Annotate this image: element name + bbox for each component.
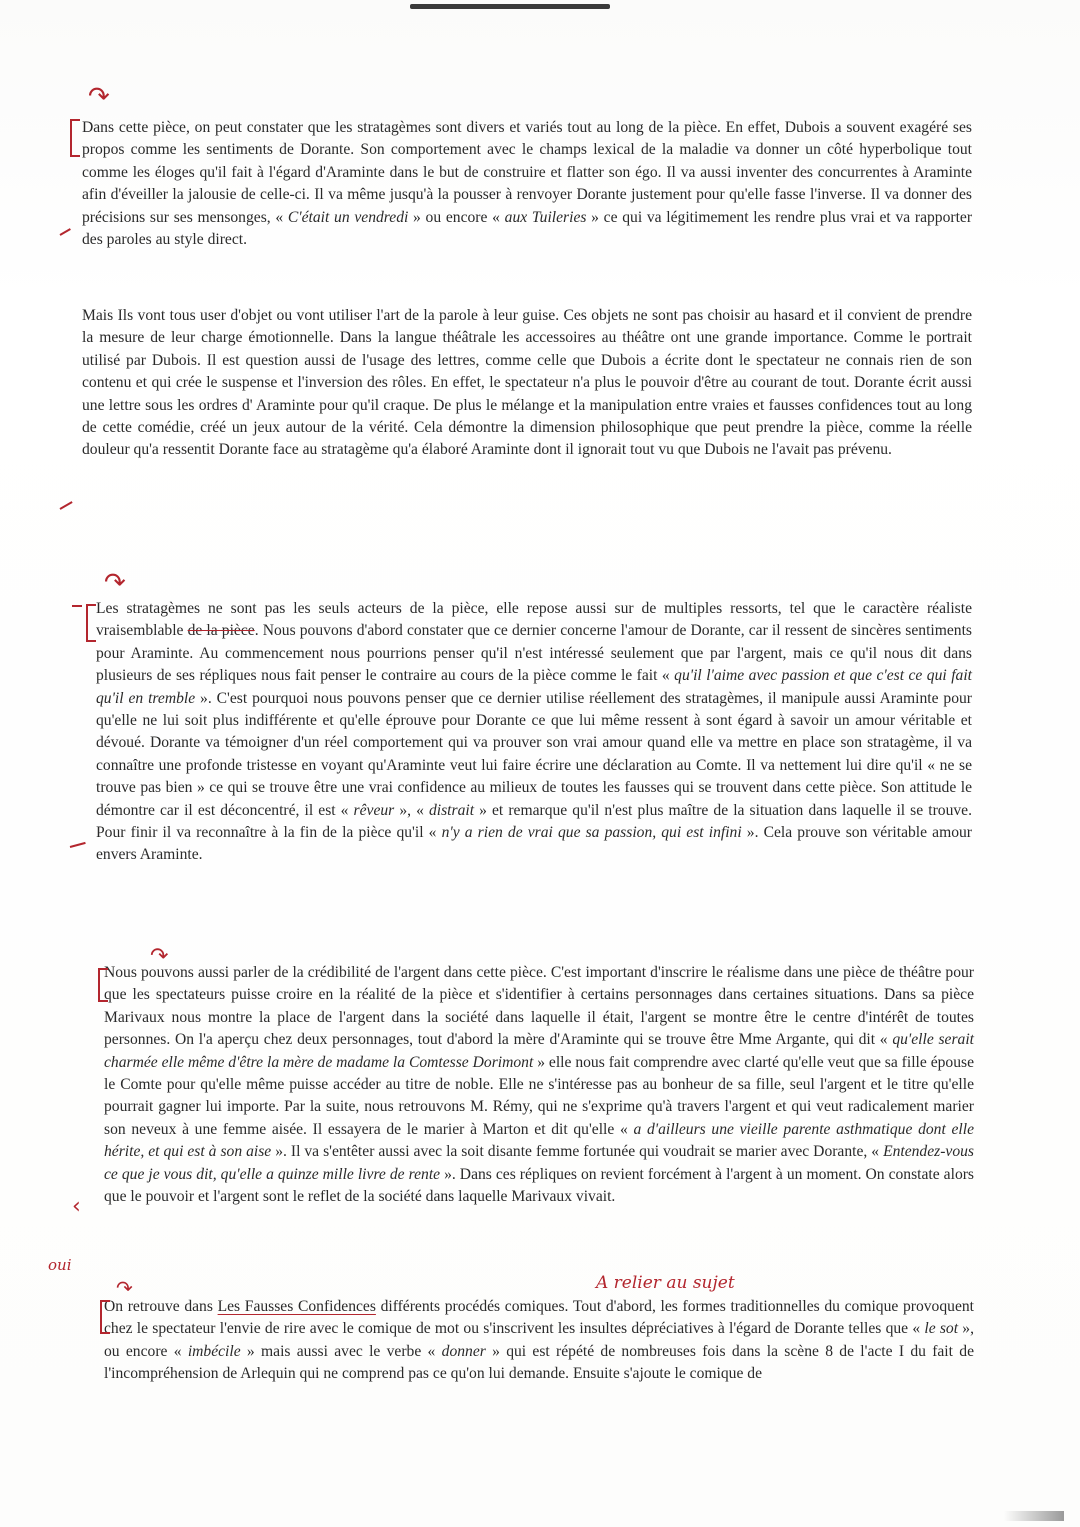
text-segment: Dans cette pièce, on peut constater que les stratagèmes sont divers et variés tout au long de la pièce. En effet, Dubois a souvent exagéré ses propos comme les sentiments de Dorante. Son comportement avec le champs lexical de la maladie va donner un côté hyperbolique tout comme les éloges qu'il fait à l'égard d'Araminte dans le but de construire et flatter son égo. Il va aussi inventer des concurrentes à Araminte afin d'éveiller la jalousie de celle-ci. Il va même jusqu'à la pousser à renvoyer Dorante justement pour qu'elle fasse l'inverse. Il va donner des précisions sur ses mensonges, « <box>82 119 972 226</box>
text-segment: aux Tuileries <box>504 208 587 226</box>
text-segment: » ou encore « <box>408 208 505 226</box>
text-segment: le sot <box>924 1320 959 1338</box>
margin-dash-icon <box>72 605 82 607</box>
text-segment: de la pièce <box>187 622 255 640</box>
curl-arrow-icon: ↷ <box>150 944 169 969</box>
text-segment: distrait <box>428 801 475 819</box>
text-segment: a d'ailleurs une vieille parente asthmatique dont elle hérite, et qui est à son aise <box>104 1120 974 1161</box>
paragraph-bracket-icon <box>70 119 80 157</box>
text-segment: n'y a rien de vrai que sa passion, qui est infini <box>441 824 742 842</box>
margin-tick-icon <box>60 228 71 236</box>
paragraph-5 <box>104 1296 974 1386</box>
text-segment: qu'elle serait charmée elle même d'être la mère de madame la Comtesse Dorimont <box>104 1031 974 1071</box>
curl-arrow-icon: ↷ <box>116 1276 133 1300</box>
text-segment: Les Fausses Confidences <box>217 1298 376 1315</box>
text-segment: rêveur <box>353 801 395 819</box>
text-segment: ». Dans ces répliques on revient forcément à l'argent à un moment. On constate alors que le pouvoir et l'argent sont le reflet de la société dans laquelle Marivaux vivait. <box>104 1165 974 1206</box>
paragraph-4 <box>104 962 974 1208</box>
text-segment: », « <box>394 801 429 819</box>
curl-arrow-icon: ↷ <box>104 568 126 598</box>
chevron-left-icon: ‹ <box>72 1194 81 1219</box>
text-segment: . Nous pouvons d'abord constater que ce dernier concerne l'amour de Dorante, car il ressent de sincères sentiments pour Araminte. Au commencement nous pourrions penser qu'il n'est intéressé seulement que par l'argent, mais ce qu'il nous dit dans plusieurs de ses répliques nous fait penser le contraire au cours de la pièce comme le fait « <box>96 622 972 685</box>
text-segment: qu'il l'aime avec passion et que c'est ce qui fait qu'il en tremble <box>96 667 972 707</box>
text-segment: » elle nous fait comprendre avec clarté qu'elle veut que sa fille épouse le Comte pour qu'elle même puisse accéder au titre de noble. Elle ne s'intéresse pas au bonheur de sa fille, seul l'argent et le titre qu'elle pourrait gagner lui importe. Par la suite, nous retrouvons M. Rémy, qui ne s'exprime qu'à travers l'argent et qui veut radicalement marier son neveux à une femme aisée. Il essayera de le marier à Marton et dit qu'elle « <box>104 1053 975 1138</box>
paragraph-bracket-icon <box>86 604 96 642</box>
paragraph-3 <box>96 598 972 867</box>
text-segment: Nous pouvons aussi parler de la crédibilité de l'argent dans cette pièce. C'est important d'inscrire le réalisme dans une pièce de théâtre pour que les spectateurs puisse croire en la réalité de la pièce et s'identifier à certains personnages dans certaines situations. Dans sa pièce Marivaux nous montre la place de l'argent dans la société dans laquelle il était, l'argent se montre être le centre d'intérêt de toutes personnes. On l'a aperçu chez deux personnages, tout d'abord la mère d'Araminte qui se trouve être Mme Argante, qui dit « <box>104 964 974 1049</box>
paragraph-bracket-icon <box>98 968 108 1002</box>
text-segment: imbécile <box>187 1342 241 1360</box>
text-segment: ». Il va s'entêter aussi avec la soit disante femme fortunée qui voudrait se marier avec Dorante, « <box>271 1143 884 1161</box>
text-segment: ». Cela prouve son véritable amour envers Araminte. <box>96 824 972 864</box>
text-segment: », ou encore « <box>104 1320 974 1360</box>
scan-corner-shadow <box>1004 1511 1064 1521</box>
text-segment: donner <box>441 1342 486 1360</box>
text-segment: » mais aussi avec le verbe « <box>240 1342 442 1360</box>
paragraph-1 <box>82 117 972 251</box>
text-segment: » et remarque qu'il n'est plus maître de la situation dans laquelle il se trouve. Pour finir il va reconnaître à la fin de la pièce qu'il « <box>96 801 972 842</box>
margin-tick-icon <box>70 842 86 848</box>
curl-arrow-icon: ↷ <box>88 82 110 112</box>
paragraph-bracket-icon <box>100 1300 110 1334</box>
margin-note-oui: oui <box>48 1256 72 1274</box>
scan-edge-mark <box>410 4 610 9</box>
margin-tick-icon <box>60 501 73 510</box>
text-segment: Les stratagèmes ne sont pas les seuls acteurs de la pièce, elle repose aussi sur de multiples ressorts, tel que le caractère réaliste vraisemblable <box>96 600 972 640</box>
text-segment: Mais Ils vont tous user d'objet ou vont utiliser l'art de la parole à leur guise. Ces objets ne sont pas choisir au hasard et il convient de prendre la mesure de leur charge émotionnelle. Dans la langue théâtrale les accessoires au théâtre ont une grande importance. Comme le portrait utilisé par Dubois. Il est question aussi de l'usage des lettres, comme celle que Dubois a écrite dont le spectateur ne connais rien de son contenu et qui crée le suspense et l'inversion des rôles. En effet, le spectateur n'a plus le pouvoir d'être au courant de tout. Dorante écrit aussi une lettre sous les ordres d' Araminte pour qu'il craque. De plus le mélange et la manipulation entre vraies et fausses confidences tout au long de cette comédie, créé un jeux autour de la vérité. Cela démontre la dimension philosophique que peut prendre la pièce, comme la réelle douleur qu'a ressentit Dorante face au stratagème qu'a élaboré Araminte dont il ignorait tout vu que Dubois ne l'avait pas prévenu. <box>82 307 972 459</box>
paragraph-2 <box>82 305 972 462</box>
text-segment: On retrouve dans <box>104 1298 218 1315</box>
text-segment: » qui est répété de nombreuses fois dans la scène 8 de l'acte I du fait de l'incompréhension de Arlequin qui ne comprend pas ce qu'on lui demande. Ensuite s'ajoute le comique de <box>104 1342 974 1383</box>
text-segment: C'était un vendredi <box>287 208 409 226</box>
text-segment: ». C'est pourquoi nous pouvons penser que ce dernier utilise réellement des stratagèmes, il manipule aussi Araminte pour qu'elle ne lui soit plus indifférente et qu'elle éprouve pour Dorante ce que lui même ressent à sont égard à savoir un amour véritable et dévoué. Dorante va témoigner d'un réel comportement qui va prouver son vrai amour quand elle va mettre en place son stratagème, il va connaître une profonde tristesse en voyant qu'Araminte veut lui faire écrire une déclaration au Comte. Il va nettement lui dire qu'il « ne se trouve pas bien » ce qui se trouve être une vrai confidence au milieux de toutes les fausses qui se trouvent dans cette pièce. Son attitude le démontre car il est déconcentré, il est « <box>96 689 972 819</box>
text-segment: » ce qui va légitimement les rendre plus vrai et va rapporter des paroles au style direct. <box>82 208 973 249</box>
margin-note-relier-sujet: A relier au sujet <box>596 1273 735 1293</box>
text-segment: Entendez-vous ce que je vous dit, qu'elle a quinze mille livre de rente <box>104 1143 974 1183</box>
text-segment: différents procédés comiques. Tout d'abord, les formes traditionnelles du comique provoquent chez le spectateur l'envie de rire avec le comique de mot ou s'inscrivent les insultes dépréciatives à l'égard de Dorante telles que « <box>104 1298 974 1338</box>
